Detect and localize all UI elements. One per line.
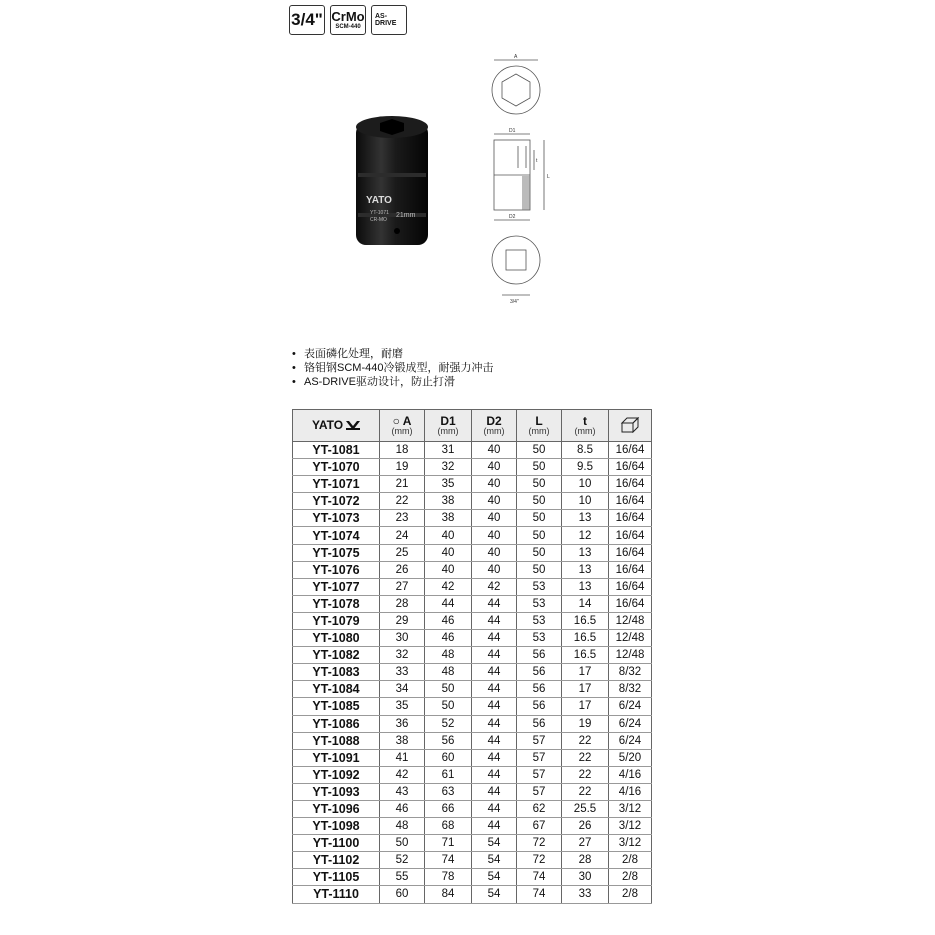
header-a <box>380 410 425 442</box>
cell-t: 10 <box>562 493 609 510</box>
cell-t: 17 <box>562 681 609 698</box>
cell-l: 67 <box>517 818 562 835</box>
cell-model: YT-1078 <box>293 595 380 612</box>
cell-d1: 68 <box>425 818 472 835</box>
cell-d2: 44 <box>472 732 517 749</box>
socket-product-image <box>352 113 432 253</box>
cell-a: 25 <box>380 544 425 561</box>
cell-t: 17 <box>562 664 609 681</box>
cell-t: 27 <box>562 835 609 852</box>
cell-l: 57 <box>517 732 562 749</box>
cell-l: 72 <box>517 852 562 869</box>
header-d2-symbol: D2 <box>486 413 502 428</box>
cell-model: YT-1081 <box>293 442 380 459</box>
cell-package: 6/24 <box>609 715 652 732</box>
cell-package: 16/64 <box>609 561 652 578</box>
cell-a: 27 <box>380 578 425 595</box>
cell-model: YT-1091 <box>293 749 380 766</box>
header-d2 <box>472 410 517 442</box>
cell-l: 53 <box>517 578 562 595</box>
spec-table <box>292 409 652 904</box>
table-row <box>293 459 652 476</box>
header-d1 <box>425 410 472 442</box>
cell-d1: 42 <box>425 578 472 595</box>
cell-a: 22 <box>380 493 425 510</box>
cell-t: 13 <box>562 510 609 527</box>
header-l-symbol: L <box>535 413 543 428</box>
table-row <box>293 749 652 766</box>
cell-t: 13 <box>562 578 609 595</box>
cell-d1: 40 <box>425 527 472 544</box>
cell-model: YT-1086 <box>293 715 380 732</box>
cell-a: 55 <box>380 869 425 886</box>
cell-l: 57 <box>517 766 562 783</box>
cell-a: 42 <box>380 766 425 783</box>
cell-model: YT-1093 <box>293 783 380 800</box>
cell-t: 16.5 <box>562 647 609 664</box>
cell-t: 16.5 <box>562 630 609 647</box>
cell-d2: 40 <box>472 493 517 510</box>
cell-d2: 44 <box>472 800 517 817</box>
cell-l: 50 <box>517 459 562 476</box>
cell-d1: 32 <box>425 459 472 476</box>
table-row <box>293 886 652 903</box>
cell-a: 35 <box>380 698 425 715</box>
cell-t: 26 <box>562 818 609 835</box>
table-header-row <box>293 410 652 442</box>
cell-package: 6/24 <box>609 732 652 749</box>
as-drive-text: AS-DRIVE <box>375 13 397 27</box>
cell-l: 50 <box>517 493 562 510</box>
table-body <box>293 442 652 904</box>
cell-model: YT-1073 <box>293 510 380 527</box>
header-package <box>609 410 652 442</box>
as-drive-badge <box>371 5 407 35</box>
cell-d1: 74 <box>425 852 472 869</box>
cell-model: YT-1105 <box>293 869 380 886</box>
cell-d2: 40 <box>472 561 517 578</box>
cell-a: 38 <box>380 732 425 749</box>
header-d1-unit: (mm) <box>437 425 459 436</box>
table-row <box>293 664 652 681</box>
yato-logo-icon <box>346 421 360 430</box>
cell-d2: 54 <box>472 835 517 852</box>
feature-item: • 表面磷化处理，耐磨 <box>292 347 493 361</box>
cell-t: 22 <box>562 732 609 749</box>
cell-a: 29 <box>380 612 425 629</box>
cell-t: 10 <box>562 476 609 493</box>
cell-package: 16/64 <box>609 510 652 527</box>
cell-package: 3/12 <box>609 800 652 817</box>
drawing-label-d1: D1 <box>509 128 516 134</box>
material-badge <box>330 5 366 35</box>
cell-a: 21 <box>380 476 425 493</box>
cell-package: 8/32 <box>609 681 652 698</box>
cell-d2: 54 <box>472 852 517 869</box>
cell-d1: 78 <box>425 869 472 886</box>
table-row <box>293 835 652 852</box>
table-row <box>293 544 652 561</box>
cell-t: 9.5 <box>562 459 609 476</box>
cell-a: 33 <box>380 664 425 681</box>
cell-d2: 40 <box>472 459 517 476</box>
feature-item: • 铬钼钢SCM-440冷锻成型，耐强力冲击 <box>292 361 493 375</box>
cell-l: 50 <box>517 442 562 459</box>
cell-package: 4/16 <box>609 766 652 783</box>
cell-model: YT-1102 <box>293 852 380 869</box>
table-row <box>293 869 652 886</box>
cell-t: 22 <box>562 766 609 783</box>
cell-d2: 42 <box>472 578 517 595</box>
cell-l: 57 <box>517 749 562 766</box>
cell-model: YT-1072 <box>293 493 380 510</box>
cell-t: 8.5 <box>562 442 609 459</box>
cell-d1: 31 <box>425 442 472 459</box>
cell-a: 30 <box>380 630 425 647</box>
table-row <box>293 476 652 493</box>
cell-d1: 52 <box>425 715 472 732</box>
cell-d1: 71 <box>425 835 472 852</box>
header-t-symbol: t <box>583 413 587 428</box>
table-row <box>293 647 652 664</box>
header-t <box>562 410 609 442</box>
header-t-unit: (mm) <box>574 425 596 436</box>
material-bottom-text: SCM-440 <box>335 23 361 30</box>
cell-a: 26 <box>380 561 425 578</box>
table-row <box>293 818 652 835</box>
cell-d1: 40 <box>425 544 472 561</box>
cell-model: YT-1082 <box>293 647 380 664</box>
cell-l: 74 <box>517 886 562 903</box>
table-row <box>293 800 652 817</box>
cell-l: 56 <box>517 698 562 715</box>
header-brand <box>293 410 380 442</box>
cell-package: 2/8 <box>609 886 652 903</box>
cell-model: YT-1088 <box>293 732 380 749</box>
table-row <box>293 561 652 578</box>
cell-a: 32 <box>380 647 425 664</box>
table-row <box>293 442 652 459</box>
cell-model: YT-1076 <box>293 561 380 578</box>
cell-package: 6/24 <box>609 698 652 715</box>
header-d2-unit: (mm) <box>483 425 505 436</box>
cell-a: 24 <box>380 527 425 544</box>
cell-model: YT-1079 <box>293 612 380 629</box>
cell-model: YT-1074 <box>293 527 380 544</box>
table-row <box>293 493 652 510</box>
cell-a: 28 <box>380 595 425 612</box>
cell-d1: 61 <box>425 766 472 783</box>
cell-t: 16.5 <box>562 612 609 629</box>
cell-d2: 40 <box>472 442 517 459</box>
cell-t: 14 <box>562 595 609 612</box>
cell-t: 33 <box>562 886 609 903</box>
cell-model: YT-1096 <box>293 800 380 817</box>
table-row <box>293 681 652 698</box>
cell-package: 5/20 <box>609 749 652 766</box>
material-top-text: CrMo <box>331 8 365 24</box>
cell-t: 22 <box>562 749 609 766</box>
header-a-symbol: ○ A <box>392 413 412 428</box>
cell-package: 12/48 <box>609 630 652 647</box>
cell-package: 16/64 <box>609 442 652 459</box>
cell-t: 22 <box>562 783 609 800</box>
cell-model: YT-1092 <box>293 766 380 783</box>
cell-a: 50 <box>380 835 425 852</box>
cell-model: YT-1080 <box>293 630 380 647</box>
cell-package: 16/64 <box>609 578 652 595</box>
cell-d2: 44 <box>472 749 517 766</box>
cell-package: 12/48 <box>609 612 652 629</box>
cell-l: 56 <box>517 681 562 698</box>
cell-d1: 38 <box>425 510 472 527</box>
cell-t: 17 <box>562 698 609 715</box>
cell-l: 53 <box>517 630 562 647</box>
feature-item: • AS-DRIVE驱动设计，防止打滑 <box>292 375 493 389</box>
table-row <box>293 510 652 527</box>
cell-d2: 54 <box>472 869 517 886</box>
cell-d1: 48 <box>425 664 472 681</box>
cell-model: YT-1075 <box>293 544 380 561</box>
cell-model: YT-1110 <box>293 886 380 903</box>
cell-t: 12 <box>562 527 609 544</box>
cell-l: 62 <box>517 800 562 817</box>
cell-package: 16/64 <box>609 544 652 561</box>
table-row <box>293 612 652 629</box>
cell-d2: 44 <box>472 681 517 698</box>
drawing-label-t: t <box>536 158 538 164</box>
technical-drawing <box>476 50 556 310</box>
socket-brand-text: YATO <box>366 195 392 206</box>
table-row <box>293 852 652 869</box>
cell-model: YT-1083 <box>293 664 380 681</box>
cell-package: 16/64 <box>609 595 652 612</box>
table-row <box>293 698 652 715</box>
cell-package: 2/8 <box>609 869 652 886</box>
table-row <box>293 783 652 800</box>
cell-t: 13 <box>562 544 609 561</box>
brand-text: YATO <box>311 418 344 432</box>
cell-package: 16/64 <box>609 493 652 510</box>
cell-package: 16/64 <box>609 527 652 544</box>
cell-package: 8/32 <box>609 664 652 681</box>
drive-size-text: 3/4" <box>291 10 323 29</box>
cell-l: 50 <box>517 561 562 578</box>
cell-d2: 44 <box>472 818 517 835</box>
cell-model: YT-1100 <box>293 835 380 852</box>
cell-d2: 44 <box>472 766 517 783</box>
cell-d2: 44 <box>472 647 517 664</box>
cell-d1: 84 <box>425 886 472 903</box>
cell-d1: 46 <box>425 612 472 629</box>
cell-a: 19 <box>380 459 425 476</box>
cell-d1: 38 <box>425 493 472 510</box>
cell-l: 53 <box>517 612 562 629</box>
cell-l: 56 <box>517 647 562 664</box>
cell-model: YT-1098 <box>293 818 380 835</box>
drive-size-badge <box>289 5 325 35</box>
cell-d2: 44 <box>472 783 517 800</box>
box-icon <box>620 417 640 433</box>
cell-a: 46 <box>380 800 425 817</box>
cell-d2: 44 <box>472 595 517 612</box>
cell-a: 18 <box>380 442 425 459</box>
cell-l: 56 <box>517 715 562 732</box>
cell-package: 3/12 <box>609 835 652 852</box>
cell-model: YT-1085 <box>293 698 380 715</box>
cell-model: YT-1070 <box>293 459 380 476</box>
cell-d1: 66 <box>425 800 472 817</box>
cell-package: 3/12 <box>609 818 652 835</box>
cell-l: 53 <box>517 595 562 612</box>
cell-a: 43 <box>380 783 425 800</box>
cell-l: 74 <box>517 869 562 886</box>
header-d1-symbol: D1 <box>440 413 456 428</box>
cell-d1: 50 <box>425 681 472 698</box>
cell-d2: 40 <box>472 510 517 527</box>
drawing-label-d2: D2 <box>509 214 516 220</box>
cell-d2: 44 <box>472 715 517 732</box>
cell-d2: 40 <box>472 476 517 493</box>
cell-l: 50 <box>517 527 562 544</box>
header-l-unit: (mm) <box>528 425 550 436</box>
cell-a: 60 <box>380 886 425 903</box>
cell-l: 50 <box>517 476 562 493</box>
drawing-label-l: L <box>547 174 550 180</box>
cell-d1: 56 <box>425 732 472 749</box>
cell-d2: 44 <box>472 698 517 715</box>
cell-l: 50 <box>517 544 562 561</box>
cell-l: 57 <box>517 783 562 800</box>
cell-d1: 63 <box>425 783 472 800</box>
cell-d1: 40 <box>425 561 472 578</box>
header-a-unit: (mm) <box>391 425 413 436</box>
cell-t: 28 <box>562 852 609 869</box>
cell-a: 36 <box>380 715 425 732</box>
drawing-label-a: A <box>514 54 518 60</box>
cell-d2: 44 <box>472 612 517 629</box>
cell-d2: 44 <box>472 630 517 647</box>
cell-model: YT-1077 <box>293 578 380 595</box>
cell-a: 34 <box>380 681 425 698</box>
socket-size-text: 21mm <box>396 212 416 219</box>
cell-model: YT-1084 <box>293 681 380 698</box>
cell-model: YT-1071 <box>293 476 380 493</box>
socket-model-text: YT-1071 <box>370 210 389 216</box>
cell-d1: 46 <box>425 630 472 647</box>
cell-package: 16/64 <box>609 459 652 476</box>
cell-package: 4/16 <box>609 783 652 800</box>
cell-d1: 44 <box>425 595 472 612</box>
cell-d1: 60 <box>425 749 472 766</box>
cell-d2: 44 <box>472 664 517 681</box>
cell-t: 30 <box>562 869 609 886</box>
cell-a: 41 <box>380 749 425 766</box>
cell-l: 56 <box>517 664 562 681</box>
table-row <box>293 595 652 612</box>
cell-t: 25.5 <box>562 800 609 817</box>
cell-d1: 35 <box>425 476 472 493</box>
table-row <box>293 766 652 783</box>
cell-d2: 54 <box>472 886 517 903</box>
cell-d1: 48 <box>425 647 472 664</box>
cell-l: 50 <box>517 510 562 527</box>
cell-t: 19 <box>562 715 609 732</box>
feature-badges <box>289 5 407 35</box>
cell-d2: 40 <box>472 544 517 561</box>
table-row <box>293 732 652 749</box>
cell-l: 72 <box>517 835 562 852</box>
cell-a: 23 <box>380 510 425 527</box>
cell-d2: 40 <box>472 527 517 544</box>
cell-a: 52 <box>380 852 425 869</box>
cell-a: 48 <box>380 818 425 835</box>
table-row <box>293 527 652 544</box>
table-row <box>293 630 652 647</box>
cell-package: 12/48 <box>609 647 652 664</box>
drawing-label-drive: 3/4" <box>510 299 519 305</box>
header-l <box>517 410 562 442</box>
socket-material-text: CR-MO <box>370 217 387 223</box>
cell-package: 2/8 <box>609 852 652 869</box>
table-row <box>293 715 652 732</box>
cell-package: 16/64 <box>609 476 652 493</box>
cell-d1: 50 <box>425 698 472 715</box>
cell-t: 13 <box>562 561 609 578</box>
feature-list <box>292 347 493 389</box>
table-row <box>293 578 652 595</box>
